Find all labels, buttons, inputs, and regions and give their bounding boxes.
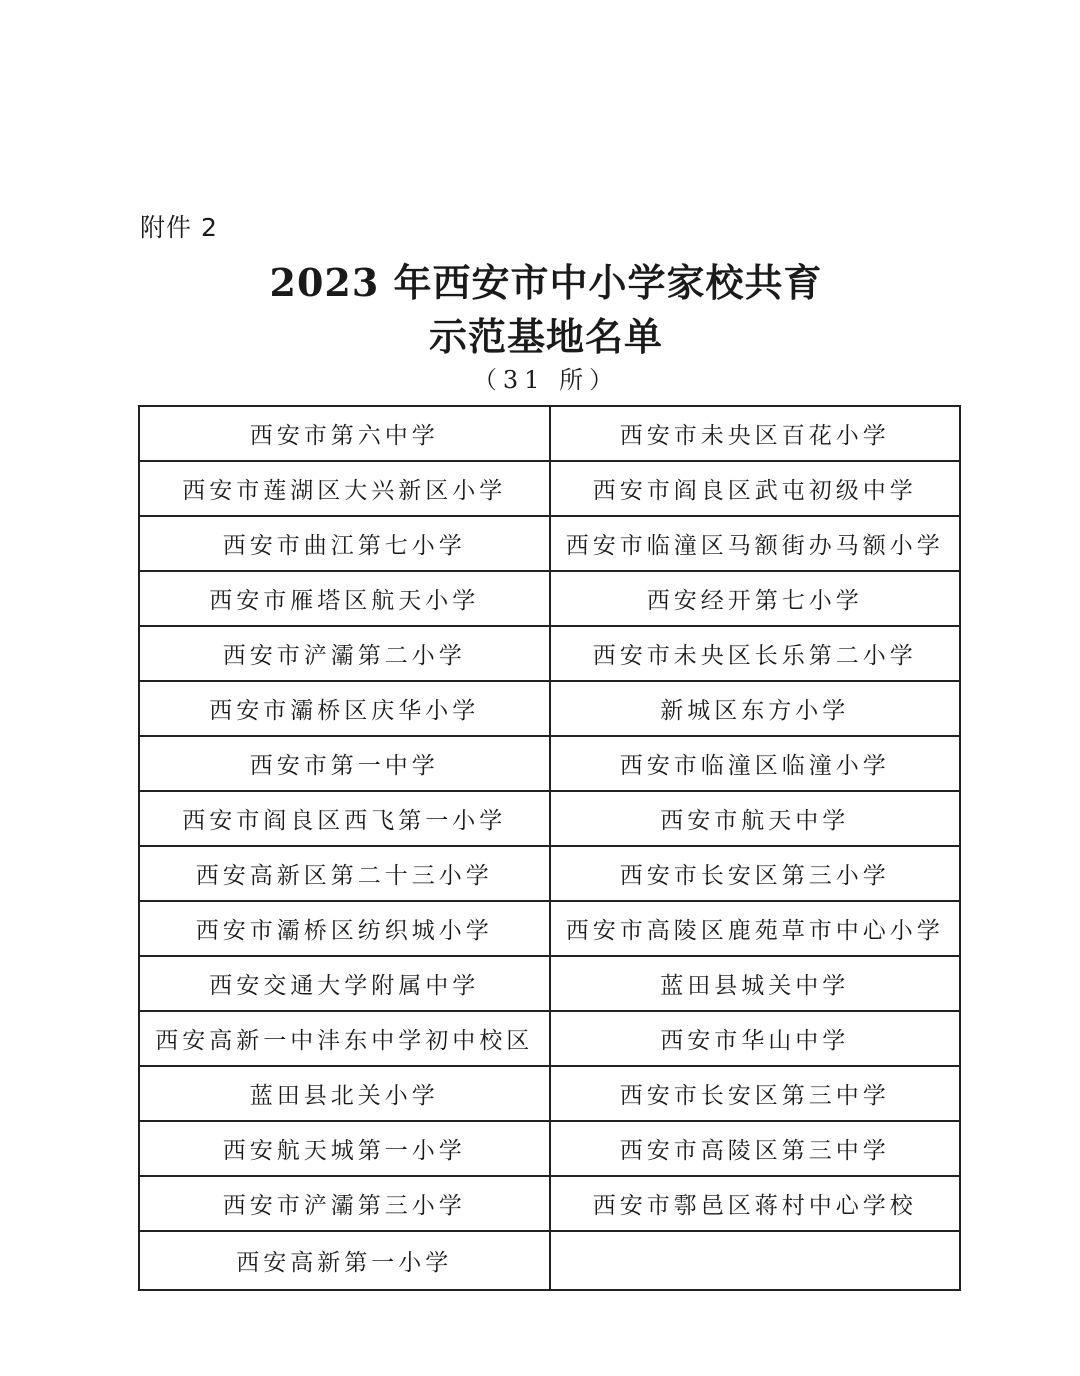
school-cell: 西安市莲湖区大兴新区小学 [139,461,550,516]
school-cell: 西安市未央区长乐第二小学 [550,626,961,681]
school-cell: 西安市曲江第七小学 [139,516,550,571]
school-cell: 西安市第六中学 [139,406,550,461]
table-row [139,791,960,846]
school-cell: 西安市长安区第三中学 [550,1066,961,1121]
school-roster-body [139,406,960,1290]
school-cell: 西安市长安区第三小学 [550,846,961,901]
school-cell: 西安市阎良区武屯初级中学 [550,461,961,516]
school-cell: 西安高新区第二十三小学 [139,846,550,901]
document-title-line-2: 示范基地名单 [428,314,663,359]
school-cell: 新城区东方小学 [550,681,961,736]
table-row [139,1121,960,1176]
school-cell: 西安市未央区百花小学 [550,406,961,461]
school-cell: 西安高新一中沣东中学初中校区 [139,1011,550,1066]
school-cell: 西安高新第一小学 [139,1231,550,1290]
table-row [139,1176,960,1231]
table-row [139,1066,960,1121]
empty-cell [550,1231,961,1290]
table-row [139,571,960,626]
table-row [139,406,960,461]
table-row [139,736,960,791]
school-cell: 西安市阎良区西飞第一小学 [139,791,550,846]
school-cell: 西安市高陵区第三中学 [550,1121,961,1176]
school-cell: 西安市浐灞第二小学 [139,626,550,681]
table-row [139,626,960,681]
school-cell: 西安市浐灞第三小学 [139,1176,550,1231]
table-row [139,461,960,516]
school-cell: 西安市灞桥区纺织城小学 [139,901,550,956]
school-cell: 蓝田县北关小学 [139,1066,550,1121]
school-cell: 西安航天城第一小学 [139,1121,550,1176]
school-cell: 西安市华山中学 [550,1011,961,1066]
table-row [139,846,960,901]
attachment-label: 附件 2 [140,213,218,242]
school-cell: 西安交通大学附属中学 [139,956,550,1011]
school-cell: 西安市鄠邑区蒋村中心学校 [550,1176,961,1231]
school-cell: 西安市第一中学 [139,736,550,791]
school-cell: 西安市雁塔区航天小学 [139,571,550,626]
school-cell: 西安市临潼区马额街办马额小学 [550,516,961,571]
table-row [139,901,960,956]
school-cell: 西安经开第七小学 [550,571,961,626]
school-cell: 西安市航天中学 [550,791,961,846]
table-row [139,516,960,571]
table-row [139,1231,960,1290]
school-cell: 西安市高陵区鹿苑草市中心小学 [550,901,961,956]
school-cell: 西安市临潼区临潼小学 [550,736,961,791]
document-title-line-1: 2023 年西安市中小学家校共育 [269,260,823,305]
school-cell: 西安市灞桥区庆华小学 [139,681,550,736]
school-cell: 蓝田县城关中学 [550,956,961,1011]
table-row [139,1011,960,1066]
school-count: （31 所） [472,366,620,394]
school-roster-table [138,405,961,1291]
table-row [139,681,960,736]
table-row [139,956,960,1011]
